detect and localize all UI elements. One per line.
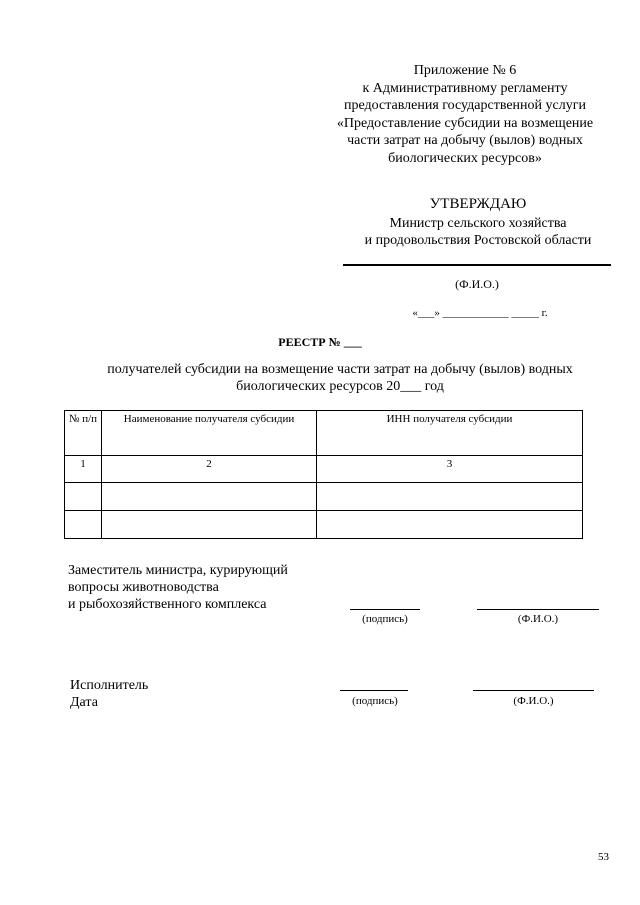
- table-cell: [102, 483, 317, 511]
- executor-block: [70, 677, 270, 711]
- appendix-line: предоставления государственной услуги: [344, 98, 586, 113]
- appendix-line: части затрат на добычу (вылов) водных: [347, 133, 583, 148]
- register-subtitle-line: биологических ресурсов 20___ год: [236, 379, 444, 394]
- page-number: 53: [598, 851, 609, 863]
- table-cell: [102, 511, 317, 539]
- appendix-line: биологических ресурсов»: [388, 150, 542, 166]
- table-cell: [65, 483, 102, 511]
- approval-heading: УТВЕРЖДАЮ: [429, 196, 527, 212]
- register-subtitle-line: получателей субсидии на возмещение части затрат на добычу (вылов) водных: [107, 362, 573, 377]
- register-table: [64, 410, 583, 539]
- deputy-title-line: и рыбохозяйственного комплекса: [68, 597, 267, 612]
- executor-label: Исполнитель: [70, 678, 149, 693]
- approval-block: [330, 196, 626, 250]
- appendix-line: к Административному регламенту: [362, 80, 568, 96]
- header-cell-number: № п/п: [65, 411, 102, 456]
- table-cell: 3: [317, 456, 583, 483]
- approval-signature-line: [343, 264, 611, 266]
- table-row: [65, 483, 583, 511]
- register-subtitle: [80, 361, 600, 395]
- table-row: [65, 511, 583, 539]
- executor-signature-caption: (подпись): [352, 695, 398, 707]
- date-label: Дата: [70, 695, 98, 710]
- table-cell: 1: [65, 456, 102, 483]
- deputy-fio-caption: (Ф.И.О.): [517, 613, 559, 625]
- table-numbering-row: [65, 456, 583, 483]
- approval-position-line2: и продовольствия Ростовской области: [364, 233, 592, 248]
- executor-fio-caption: (Ф.И.О.): [513, 695, 554, 707]
- register-title: РЕЕСТР № ___: [278, 335, 362, 349]
- deputy-fio-line: [477, 609, 599, 610]
- executor-fio-line: [473, 690, 594, 691]
- table-cell: [317, 511, 583, 539]
- approval-date-line: «___» ____________ _____ г.: [412, 307, 548, 319]
- approval-position-line1: Министр сельского хозяйства: [389, 215, 567, 231]
- header-cell-inn: ИНН получателя субсидии: [317, 411, 583, 456]
- deputy-title-line: вопросы животноводства: [68, 580, 219, 595]
- deputy-signature-block: [68, 562, 328, 613]
- appendix-header: [300, 62, 630, 167]
- deputy-signature-caption: (подпись): [362, 613, 408, 625]
- deputy-title-line: Заместитель министра, курирующий: [68, 563, 288, 578]
- approval-fio-caption: (Ф.И.О.): [455, 277, 499, 291]
- appendix-line: Приложение № 6: [413, 63, 517, 78]
- table-header-row: [65, 411, 583, 456]
- header-cell-name: Наименование получателя субсидии: [102, 411, 317, 456]
- deputy-signature-line: [350, 609, 420, 610]
- executor-signature-line: [340, 690, 408, 691]
- table-cell: [317, 483, 583, 511]
- table-cell: 2: [102, 456, 317, 483]
- table-cell: [65, 511, 102, 539]
- appendix-line: «Предоставление субсидии на возмещение: [336, 115, 594, 131]
